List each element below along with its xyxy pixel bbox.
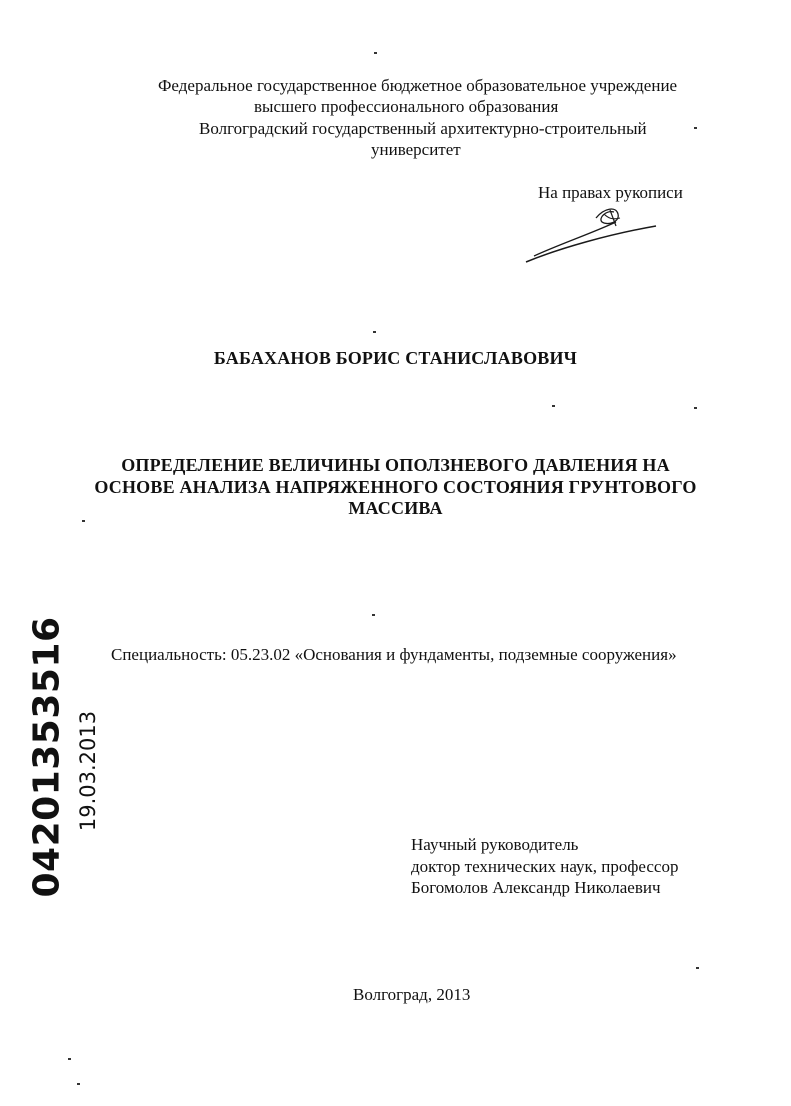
supervisor-role: Научный руководитель bbox=[411, 835, 579, 854]
supervisor-name: Богомолов Александр Николаевич bbox=[411, 878, 661, 897]
institution-line-4: университет bbox=[371, 140, 461, 159]
scan-speck bbox=[77, 1083, 80, 1085]
institution-line-1: Федеральное государственное бюджетное образовательное учреждение bbox=[158, 76, 678, 95]
scan-speck bbox=[694, 407, 697, 409]
title-line-1: ОПРЕДЕЛЕНИЕ ВЕЛИЧИНЫ ОПОЛЗНЕВОГО ДАВЛЕНИЯ НА bbox=[121, 455, 670, 475]
scan-speck bbox=[374, 52, 377, 54]
scan-speck bbox=[694, 127, 697, 129]
scan-speck bbox=[696, 967, 699, 969]
scan-speck bbox=[373, 331, 376, 333]
title-line-2: ОСНОВЕ АНАЛИЗА НАПРЯЖЕННОГО СОСТОЯНИЯ ГРУНТОВОГО bbox=[94, 477, 697, 497]
manuscript-note: На правах рукописи bbox=[538, 183, 683, 202]
supervisor-degree: доктор технических наук, профессор bbox=[411, 857, 679, 876]
signature bbox=[520, 200, 665, 270]
scan-speck bbox=[552, 405, 555, 407]
scan-speck bbox=[82, 520, 85, 522]
author-name: БАБАХАНОВ БОРИС СТАНИСЛАВОВИЧ bbox=[213, 348, 578, 368]
specialty: Специальность: 05.23.02 «Основания и фундаменты, подземные сооружения» bbox=[111, 645, 677, 664]
title-line-3: МАССИВА bbox=[348, 498, 443, 518]
institution-line-3: Волгоградский государственный архитектурно-строительный bbox=[199, 119, 647, 138]
place-year: Волгоград, 2013 bbox=[353, 985, 471, 1004]
scan-speck bbox=[372, 614, 375, 616]
institution-line-2: высшего профессионального образования bbox=[254, 97, 559, 116]
scan-speck bbox=[68, 1058, 71, 1060]
